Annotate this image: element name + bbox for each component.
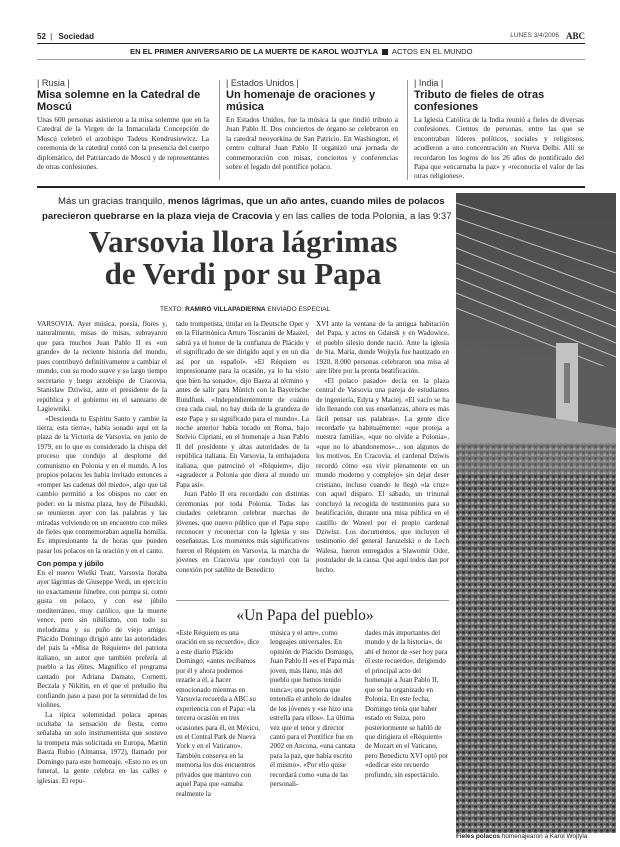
body-paragraph: La típica solemnidad polaca apenas ocultaba la sensación de fiesta, como señalaba un solo instrumentista que sostuvo la trompeta más solicitada en Europa, Martin Baeza Rubio (Almansa, 1972), llamado por Domingo para este homenaje. «Esto no es un funeral, la gente celebra en las calles e iglesias. El repu- — [37, 710, 167, 785]
square-bullet-icon — [382, 49, 388, 55]
brief-title: Misa solemne en la Catedral de Moscú — [37, 89, 201, 113]
brief-tag: | Rusia | — [37, 78, 70, 88]
body-paragraph: En el nuevo Wielki Teatr, Varsovia lloraba ayer lágrimas de Giuseppe Verdi, un ejercicio no exactamente fúnebre, con pompa sí, como gusta en polaco, y con ese júbilo mediterráneo, muy católico, que la muerte vence, pero sin nihilismo, con todo su melodrama y su puño de viejo amigo. Plácido Domingo dirigió ante las autoridades del país la «Misa de Réquiem» del patriota italiano, un autor que también prefería al pueblo a las élites. Magnífico el programa cantado por Adriana Damato, Cornetti, Beczala y Nikitin, en el que el preludio iba confiando paso a paso por la serenidad de los violines. — [37, 568, 167, 710]
pull-rule — [176, 600, 449, 601]
issue-date: LUNES 3/4/2006 — [510, 32, 559, 39]
brief-india — [414, 78, 584, 181]
crowd-photo — [456, 193, 616, 833]
kicker-rule — [37, 59, 585, 60]
body-paragraph: XVI ante la ventana de la antigua habitación del Papa, y actos en Gdansk y en Wadowice, el pueblo silesio donde nació. Ante la iglesia de Sta. María, donde Wojtyla fue bautizado en 1920, 8.000 personas celebraron una misa al aire libre por la pronta beatificación. — [316, 320, 449, 376]
article-column-2 — [176, 320, 309, 596]
lede-line-2: parecieron quebrarse en la plaza vieja de Cracovia y en las calles de toda Polonia, a las 9:37 — [42, 211, 452, 222]
column-divider — [219, 80, 220, 180]
brief-title: Tributo de fieles de otras confesiones — [414, 89, 545, 113]
byline: TEXTO: RAMIRO VILLAPADIERNA ENVIADO ESPECIAL — [160, 306, 331, 313]
pull-quote-title: «Un Papa del pueblo» — [236, 607, 374, 624]
page-number: 52 — [37, 32, 46, 41]
section-name: Sociedad — [58, 32, 95, 41]
body-paragraph: tado trompetista, titular en la Deutsche Oper y en la Filarmónica Arturo Toscanini de Maazel, sabrá ya el honor de la confianza de Plácido y el significado de ser dirigido aquí y en un día así por un español». «El Réquiem es impresionante para la ocasión, ya lo ha visto que bien ha sonado», dijo Baeza al término y antes de salir para Múnich con la Bayerische Rundfunk. «Independientemente de cuánto crea cada cual, no hay duda de la grandeza de este Papa y su significado para el mundo». La noche anterior había tocado en Roma, bajo Stelvio Cipriani, en el homenaje a Juan Pablo II del presidente y altas autoridades de la república italiana. En Varsovia, la embajadora italiana, que patrocinó el «Réquiem», dijo «agradecer a Polonia que diera al mundo un Papa así». — [176, 320, 309, 489]
brief-russia — [37, 78, 209, 171]
subheading: Con pompa y júbilo — [37, 559, 104, 569]
column-divider — [407, 80, 408, 180]
brief-tag: | Estados Unidos | — [226, 78, 299, 88]
newspaper-logo: ABC — [565, 31, 585, 41]
brief-text: Unas 600 personas asistieron a la misa solemne que en la Catedral de la Virgen de la Inmaculada Concepción de Moscú celebró el arzobispo Tadeus Kondrusiewicz. La ceremonia de la catedral contó con la presencia del cuerpo diplomático, del Patriarcado de Moscú y de representantes de otras confesiones. — [37, 115, 209, 172]
brief-usa — [226, 78, 398, 171]
lede-line-1: Más un gracias tranquilo, menos lágrimas, que un año antes, cuando miles de polacos — [58, 196, 445, 207]
brief-text: En Estados Unidos, fue la música la que rindió tributo a Juan Pablo II. Dos conciertos de órgano se celebraron en la catedral neoyorkina de San Patricio. En Washington, el centro cultural Juan Pablo II organizó una jornada de conmemoración con misas, conciertos y conferencias sobre el legado del pontífice polaco. — [226, 115, 398, 172]
main-headline: Varsovia llora lágrimas de Verdi por su Papa — [88, 224, 398, 291]
page-header: 52 | Sociedad LUNES 3/4/2006 ABC — [37, 31, 585, 41]
header-rule — [37, 43, 585, 44]
section-kicker: EN EL PRIMER ANIVERSARIO DE LA MUERTE DE KAROL WOJTYLA ACTOS EN EL MUNDO — [130, 47, 473, 56]
body-paragraph: «El polaco pasado» decía en la plaza central de Varsovia una pareja de estudiantes de ingeniería, Edyta y Maciej. «El vacío se ha ido llenando con sus enseñanzas, ahora es más fácil pensar sus palabras». La gente dice recordarle ya habitualmente: «que proteja a nuestra familia», «que no olvide a Polonia», «que no lo abandonemos»... son algunos de los motivos. En Cracovia, el cardenal Dziwis recordó cómo «su vivir plenamente en un mundo moderno y complejo» sin dejar deser cristiano, incluso cuando le llegó «la cruz» con aquel disparo. El sábado, un trinunal concluyó la recogida de testimonios para su beatificación, durante una misa pública en el castillo de Wawel por el propio cardenal Dziwisz. Los documentos, que incluyen el testimonio del general Jaruzelski o de Lech Walesa, fueron entregados a Slawomir Oder, postulador de la causa. Que aquí todos dan por hecho. — [316, 376, 449, 574]
body-paragraph: Juan Pablo II era recordado con distintas ceremonias por toda Polonia. Todas las ciudades celebraron celebrar marchas de jóvenes, que nuevo público que el Papa supo reconocer y reconectar con la Iglesia y sus enseñanzas. Los momentos más significativos fueron el Réquiem en Varsovia, la marcha de jóvenes en Cracovia que concluyó con la conexión por satélite de Benedicto — [176, 490, 309, 574]
brief-title: Un homenaje de oraciones y música — [226, 89, 376, 113]
photo-caption: Fieles polacos homenajearon a Karol Wojtyla — [456, 833, 588, 840]
body-paragraph: «Descienda tu Espíritu Santo y cambie la tierra, esta tierra», había sonado aquí en la plaza de la Victoria de Varsovia, en junio de 1979, en lo que es considerado la chispa del proceso que condujo al desplome del comunismo en Polonia y en el mundo. A los propios polacos les había invitado entonces a «romper las cadenas del miedo», algo que tal cambio permitió a los obispos no caer en poder: en la misma plaza, hoy de Pilsudski, se reunieron ayer con las palabras y las miradas volviendo en un encuentro con miles de fieles que conmemoraban aquella homilía. Es impresionante la de horas que pueden pasar los polacos en la oración y en el canto. — [37, 414, 167, 555]
interview-column-3: dades más importantes del mundo y de la historia», de ahí el honor de «ser hoy para él este recuerdo», dirigiendo el principal acto del homenaje a Juan Pablo II, que se ha organizado en Polonia. En este fecha, Domingo tenía que haber estado en Suiza, pero posteriormente se habló de que dirigiera el «Réquiem» de Mozart en el Vaticano, pero Benedicto XVI optó por «dedicar este recuerdo profundo, sin espectáculo. — [365, 629, 449, 779]
article-column-3 — [316, 320, 449, 596]
briefs-rule — [37, 186, 585, 188]
brief-text: La Iglesia Católica de la India reunió a fieles de diversas confesiones. Cientos de personas, entre las que se encontraban líderes políticos, sociales y religiosos, acudieron a uno concentración en Nueva Delhi. Allí se recordaron los logros de los 26 años de pontificado del Papa que «encarnaba la paz» y «reconocía el valor de las otras religiones». — [414, 115, 584, 181]
interview-column-2: música y el arte», como lenguajes universales. En opinión de Plácido Domingo, Juan Pablo II «es el Papa más joven, más llano, más del pueblo que hemos tenido nunca»; una persona que entendía el anhelo de ideales de los jóvenes y «se hizo una estrella para ellos». La última vez que el tenor y director cantó para el Pontífice fue en 2002 en Ancona, «una cantata para la paz, que había escrito él mismo». «Por ello quise recordará como «una de las personali- — [270, 629, 356, 789]
article-column-1 — [37, 320, 167, 832]
body-paragraph: VARSOVIA. Ayer música, poesía, flores y, naturalmente, misas de misas, subrayaron que para muchos Juan Pablo II es «un grande» de la reciente historia del mundo, pues contribuyó definitivamente a cambiar el mundo, con su modo suave y su largo tiempo secretario y luego arzobispo de Cracovia, Stanislaw Dziwisz, ante el presidente de la república y el gobierno en el santuario de Lagiewniki. — [37, 320, 167, 414]
interview-column-1: «Este Réquiem es una oración en su recuerdo», dice a este diario Plácido Domingo; «antes recibamos por él y ahora podemos rezarle a él, a hacer emocionado mientras en Varsovia recuerda a ABC su experiencia con el Papa: «la tercera ocasión en tres ocasiones para él, en México, en el Central Park de Nueva York y en el Vaticano». También conserva en la memoria los dos encuentros privados que mantuvo con aquel Papa que «amaba realmente la — [176, 629, 260, 798]
brief-tag: | India | — [414, 78, 444, 88]
